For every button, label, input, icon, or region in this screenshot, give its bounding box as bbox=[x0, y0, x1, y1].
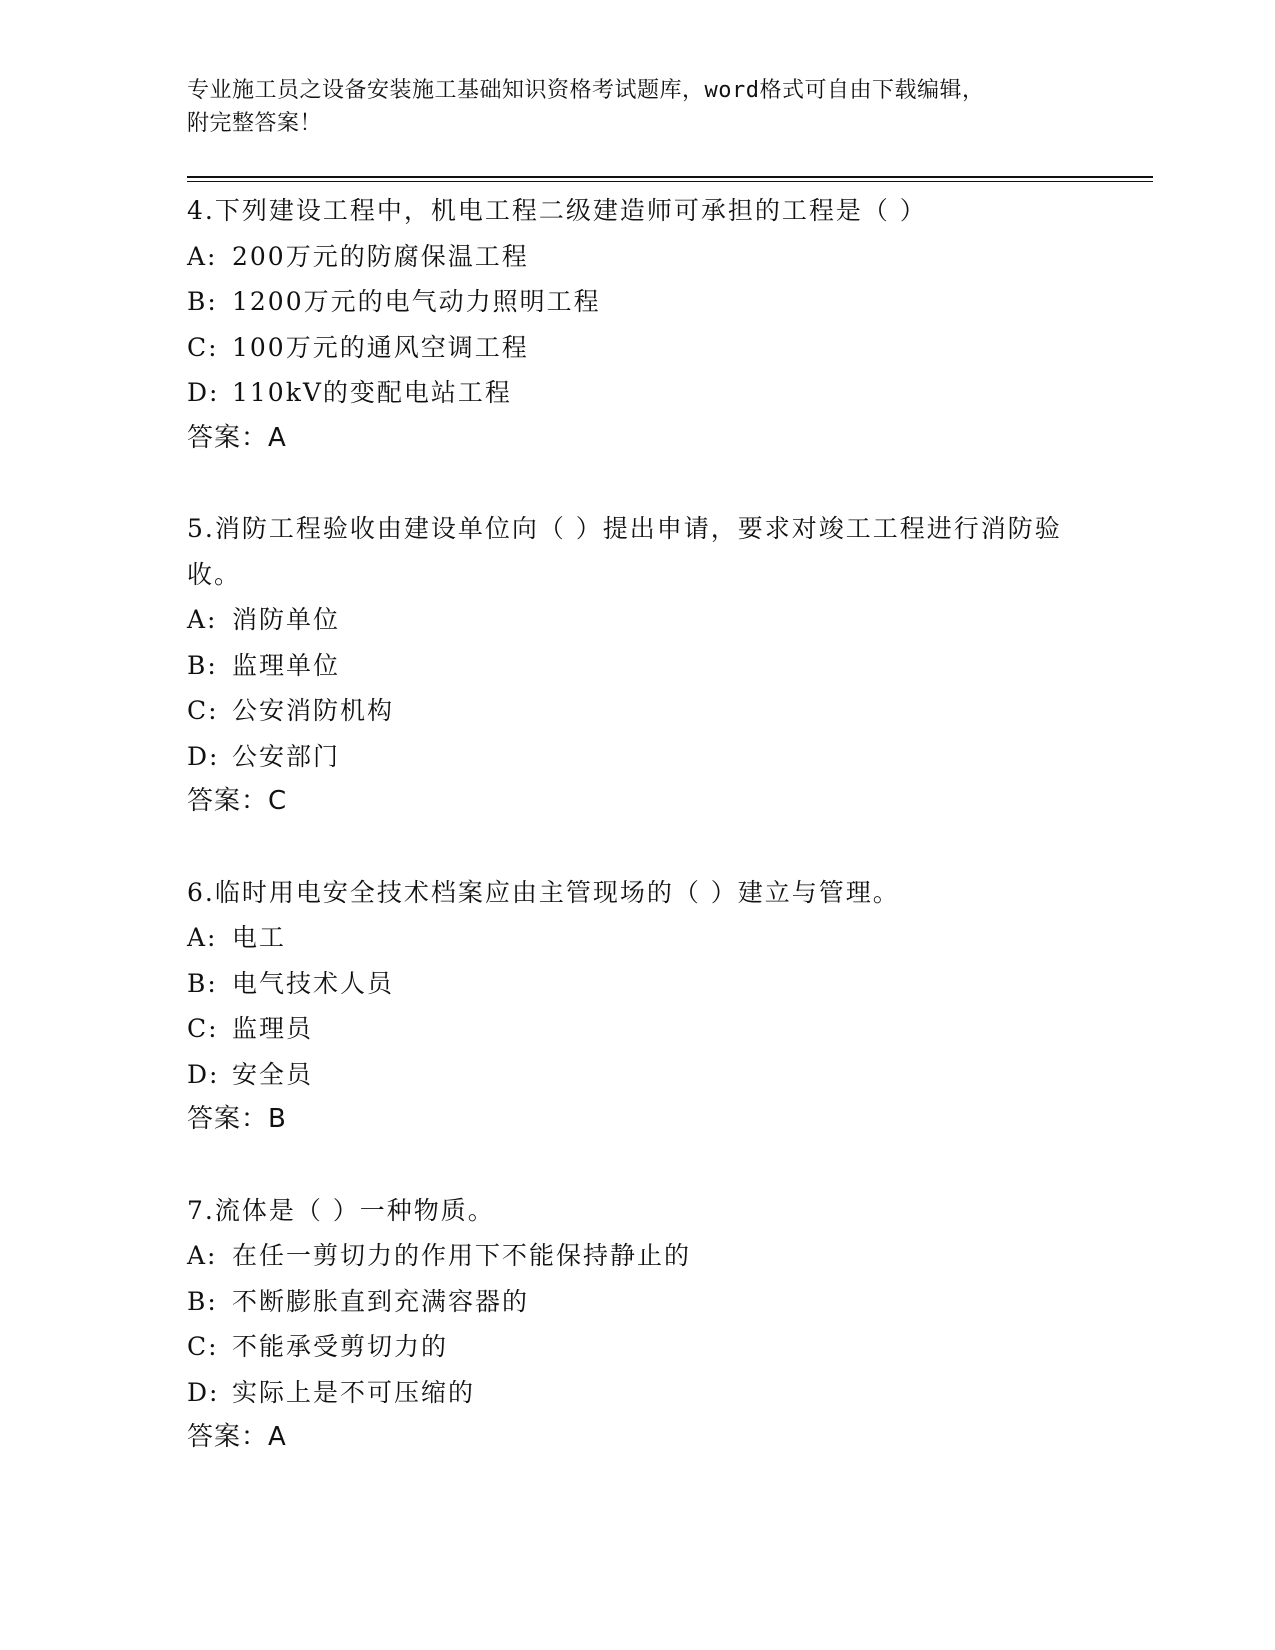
option-letter: B: bbox=[187, 287, 218, 316]
option-text: 在任一剪切力的作用下不能保持静止的 bbox=[232, 1241, 692, 1270]
header-line-2: 附完整答案！ bbox=[187, 111, 323, 136]
option-a bbox=[187, 1233, 1087, 1279]
option-text: 电气技术人员 bbox=[232, 968, 395, 998]
option-letter: A: bbox=[187, 923, 218, 952]
option-c bbox=[187, 1006, 1087, 1052]
option-letter: D: bbox=[187, 1377, 220, 1407]
question-7 bbox=[187, 1188, 1087, 1461]
option-b bbox=[187, 279, 1087, 325]
option-letter: B: bbox=[187, 968, 218, 998]
option-text: 110kV的变配电站工程 bbox=[232, 378, 512, 407]
header-line-1: 专业施工员之设备安装施工基础知识资格考试题库，word格式可自由下载编辑， bbox=[187, 78, 985, 103]
option-text: 电工 bbox=[232, 923, 287, 952]
option-d bbox=[187, 370, 1087, 416]
answer-line: 答案：B bbox=[187, 1104, 287, 1134]
option-b bbox=[187, 1279, 1087, 1325]
option-text: 消防单位 bbox=[232, 605, 341, 634]
option-letter: C: bbox=[187, 332, 219, 362]
option-text: 监理单位 bbox=[232, 650, 341, 680]
option-text: 公安部门 bbox=[232, 741, 341, 771]
option-c bbox=[187, 325, 1087, 371]
option-letter: D: bbox=[187, 1059, 220, 1089]
answer-line: 答案：A bbox=[187, 422, 287, 453]
option-b bbox=[187, 961, 1087, 1007]
question-list bbox=[187, 188, 1087, 1506]
option-d bbox=[187, 1052, 1087, 1098]
option-text: 实际上是不可压缩的 bbox=[232, 1377, 476, 1407]
option-text: 不断膨胀直到充满容器的 bbox=[232, 1286, 530, 1316]
document-header bbox=[187, 74, 1067, 140]
header-divider-thin bbox=[187, 181, 1153, 182]
option-letter: B: bbox=[187, 1286, 218, 1316]
option-d bbox=[187, 734, 1087, 780]
question-stem: 4.下列建设工程中，机电工程二级建造师可承担的工程是（ ） bbox=[187, 196, 927, 225]
option-text: 公安消防机构 bbox=[232, 696, 395, 725]
option-text: 100万元的通风空调工程 bbox=[232, 332, 529, 362]
question-5 bbox=[187, 506, 1087, 825]
option-text: 1200万元的电气动力照明工程 bbox=[232, 287, 601, 316]
option-d bbox=[187, 1370, 1087, 1416]
option-letter: B: bbox=[187, 650, 218, 680]
question-stem: 7.流体是（ ）一种物质。 bbox=[187, 1195, 495, 1225]
option-letter: C: bbox=[187, 696, 219, 725]
option-c bbox=[187, 688, 1087, 734]
option-text: 不能承受剪切力的 bbox=[232, 1332, 449, 1361]
option-letter: A: bbox=[187, 605, 218, 634]
option-a bbox=[187, 597, 1087, 643]
option-letter: C: bbox=[187, 1014, 219, 1043]
option-text: 200万元的防腐保温工程 bbox=[232, 241, 529, 271]
option-letter: A: bbox=[187, 1241, 218, 1270]
option-text: 监理员 bbox=[232, 1014, 314, 1043]
option-a bbox=[187, 234, 1087, 280]
answer-line: 答案：C bbox=[187, 786, 288, 816]
option-letter: C: bbox=[187, 1332, 219, 1361]
question-stem: 6.临时用电安全技术档案应由主管现场的（ ）建立与管理。 bbox=[187, 877, 900, 907]
question-stem: 5.消防工程验收由建设单位向（ ）提出申请，要求对竣工工程进行消防验收。 bbox=[187, 514, 1062, 589]
header-divider-thick bbox=[187, 176, 1153, 178]
option-b bbox=[187, 643, 1087, 689]
question-6 bbox=[187, 870, 1087, 1143]
option-letter: D: bbox=[187, 741, 220, 771]
option-text: 安全员 bbox=[232, 1059, 314, 1089]
option-a bbox=[187, 915, 1087, 961]
question-4 bbox=[187, 188, 1087, 461]
option-letter: A: bbox=[187, 241, 218, 271]
option-c bbox=[187, 1324, 1087, 1370]
answer-line: 答案：A bbox=[187, 1422, 287, 1452]
option-letter: D: bbox=[187, 378, 220, 407]
